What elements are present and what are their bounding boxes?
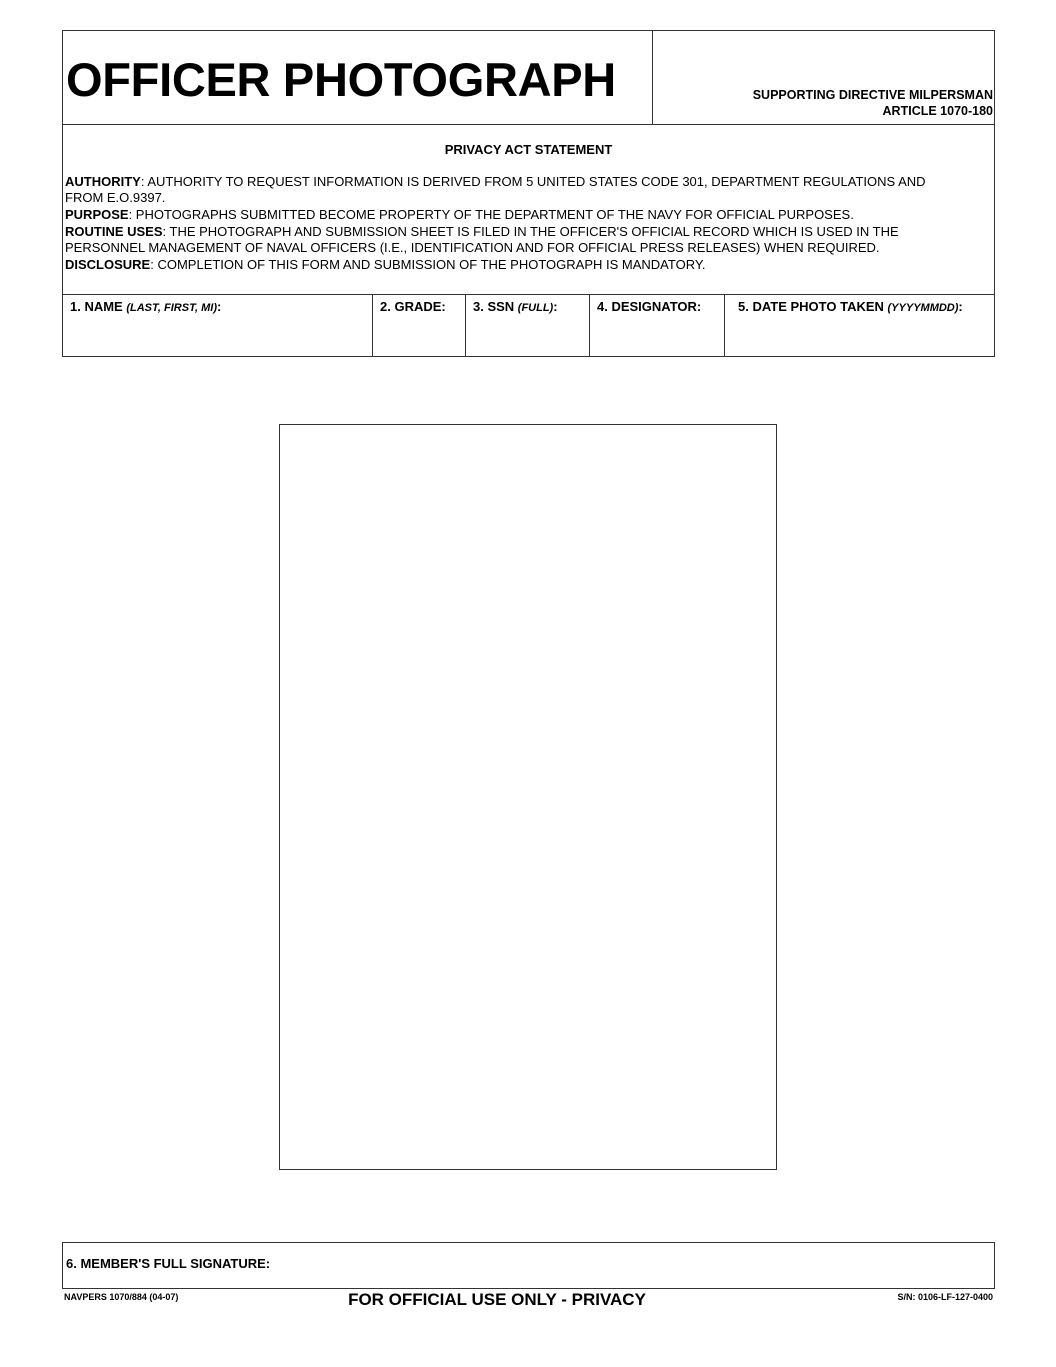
ssn-field-label: 3. SSN [473,299,518,314]
ssn-field[interactable] [473,299,558,314]
date-field-hint: (YYYYMMDD) [887,302,959,314]
purpose-label: PURPOSE [65,207,129,222]
name-field-hint: (LAST, FIRST, MI) [126,302,217,314]
ssn-field-colon: : [553,299,558,314]
authority-text: : AUTHORITY TO REQUEST INFORMATION IS DERIVED FROM 5 UNITED STATES CODE 301, DEPARTMENT REGULATIONS AND [140,174,926,189]
authority-statement [65,174,926,190]
stock-number: S/N: 0106-LF-127-0400 [897,1292,993,1302]
date-photo-taken-field[interactable] [738,299,963,314]
name-field-label: 1. NAME [70,299,127,314]
field-divider [589,294,590,357]
ssn-field-hint: (FULL) [517,302,554,314]
disclosure-label: DISCLOSURE [65,257,151,272]
directive-article: ARTICLE 1070-180 [882,104,993,118]
disclosure-text: : COMPLETION OF THIS FORM AND SUBMISSION OF THE PHOTOGRAPH IS MANDATORY. [150,257,706,272]
field-divider [724,294,725,357]
photo-placement-area [279,424,777,1170]
name-field[interactable] [70,299,221,314]
field-divider [372,294,373,357]
supporting-directive: SUPPORTING DIRECTIVE MILPERSMAN [752,88,993,102]
routine-uses-text: : THE PHOTOGRAPH AND SUBMISSION SHEET IS FILED IN THE OFFICER'S OFFICIAL RECORD WHICH IS USED IN THE [162,224,899,239]
date-field-colon: : [958,299,963,314]
purpose-text: : PHOTOGRAPHS SUBMITTED BECOME PROPERTY OF THE DEPARTMENT OF THE NAVY FOR OFFICIAL PURPOSES. [128,207,854,222]
official-use-notice: FOR OFFICIAL USE ONLY - PRIVACY [348,1290,646,1309]
routine-uses-label: ROUTINE USES [65,224,163,239]
authority-statement-cont: FROM E.O.9397. [65,190,166,205]
designator-field[interactable] [597,299,701,314]
designator-field-label: 4. DESIGNATOR: [597,299,702,314]
date-field-label: 5. DATE PHOTO TAKEN [738,299,888,314]
authority-label: AUTHORITY [65,174,141,189]
routine-uses-statement-cont: PERSONNEL MANAGEMENT OF NAVAL OFFICERS (I.E., IDENTIFICATION AND FOR OFFICIAL PRESS RELEASES) WHEN REQUIRED. [65,240,880,255]
field-divider [465,294,466,357]
routine-uses-statement [65,224,899,240]
form-number: NAVPERS 1070/884 (04-07) [64,1292,179,1302]
disclosure-statement [65,257,705,273]
privacy-act-title: PRIVACY ACT STATEMENT [444,142,613,157]
grade-field-label: 2. GRADE: [380,299,446,314]
purpose-statement [65,207,854,223]
header-divider [652,30,653,125]
signature-label: 6. MEMBER'S FULL SIGNATURE: [66,1256,271,1271]
name-field-colon: : [216,299,222,314]
grade-field[interactable] [380,299,446,314]
form-title: OFFICER PHOTOGRAPH [66,53,616,106]
